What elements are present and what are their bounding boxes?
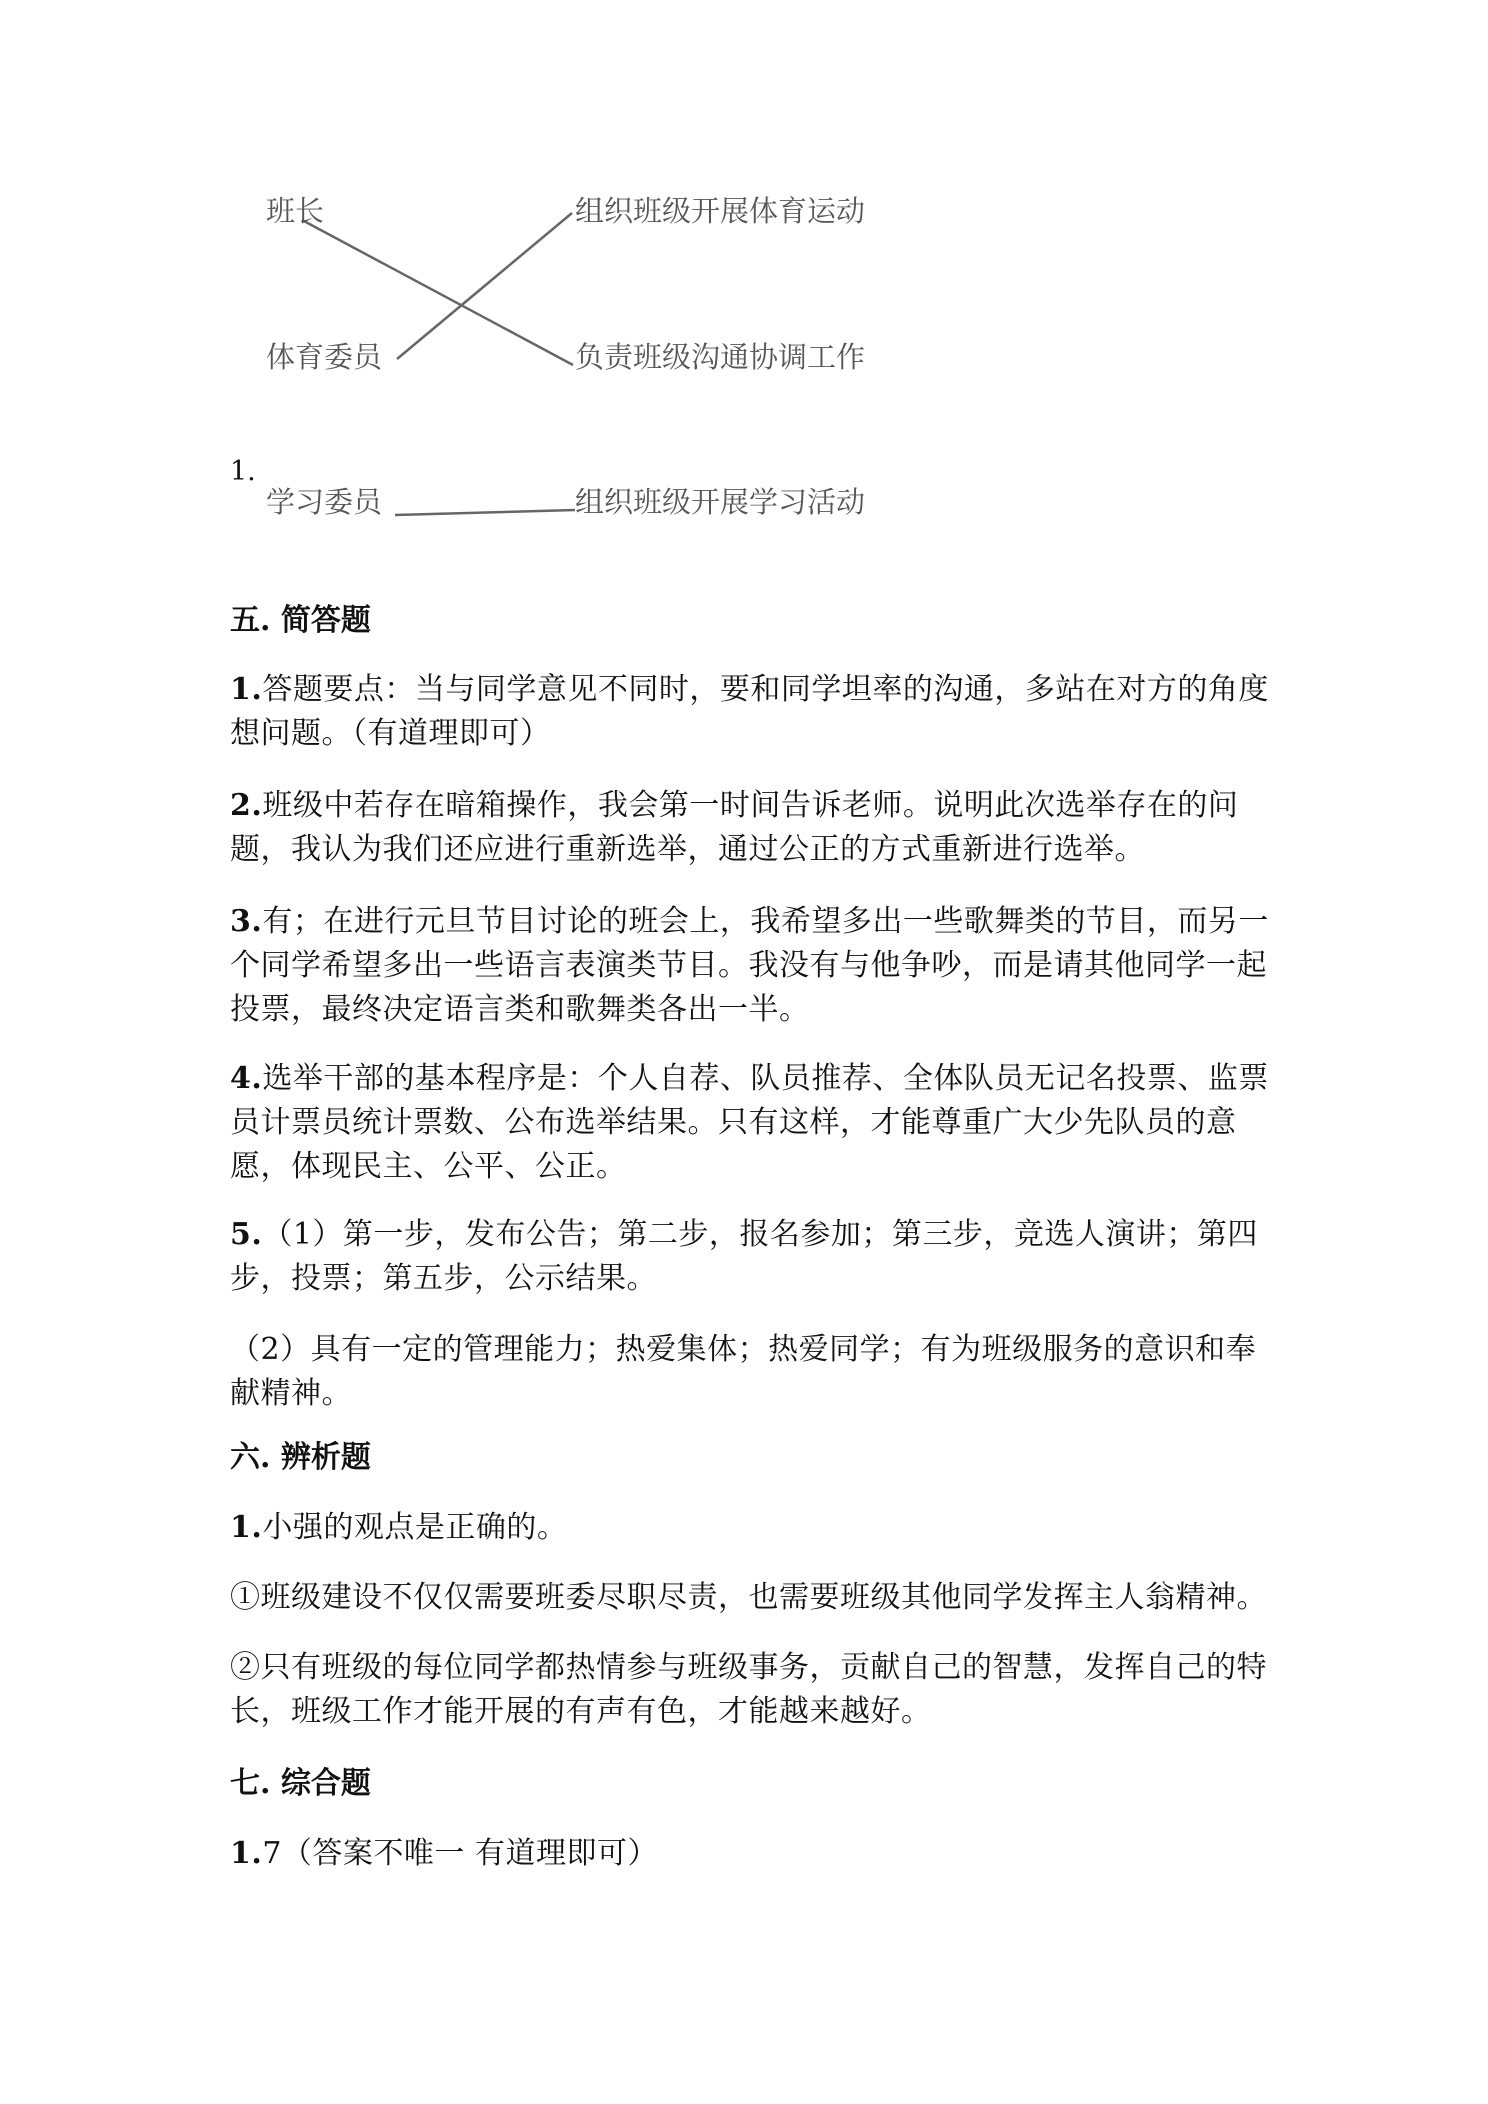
left-item-monitor: 班长 <box>266 194 325 228</box>
item-text: ①班级建设不仅仅需要班委尽职尽责，也需要班级其他同学发挥主人翁精神。 <box>230 1580 1267 1615</box>
right-item-coordination: 负责班级沟通协调工作 <box>575 340 866 374</box>
section6-point-1 <box>230 1576 1280 1620</box>
section5-item-5-part2 <box>230 1328 1280 1416</box>
figure-question-number: 1. <box>230 456 256 487</box>
item-number: 3. <box>230 904 263 939</box>
line-study-to-study-activity <box>395 510 575 515</box>
section6-heading: 六. 辨析题 <box>230 1440 371 1475</box>
item-text: 7（答案不唯一 有道理即可） <box>262 1836 658 1871</box>
item-text: 答题要点：当与同学意见不同时，要和同学坦率的沟通，多站在对方的角度想问题。（有道理即可） <box>230 672 1269 751</box>
item-text: 选举干部的基本程序是：个人自荐、队员推荐、全体队员无记名投票、监票员计票员统计票数、公布选举结果。只有这样，才能尊重广大少先队员的意愿，体现民主、公平、公正。 <box>230 1061 1269 1184</box>
item-text: 小强的观点是正确的。 <box>262 1510 568 1545</box>
left-item-sports: 体育委员 <box>266 340 383 374</box>
right-item-sports-activity: 组织班级开展体育运动 <box>575 194 866 228</box>
section5-item-4 <box>230 1057 1280 1189</box>
item-text: 班级中若存在暗箱操作，我会第一时间告诉老师。说明此次选举存在的问题，我认为我们还应进行重新选举，通过公正的方式重新进行选举。 <box>230 788 1239 867</box>
item-number: 2. <box>230 788 263 823</box>
section5-item-2 <box>230 784 1280 872</box>
right-item-study-activity: 组织班级开展学习活动 <box>575 485 866 519</box>
section5-heading: 五. 简答题 <box>230 603 371 638</box>
item-number: 1. <box>230 672 263 707</box>
item-text: （2）具有一定的管理能力；热爱集体；热爱同学；有为班级服务的意识和奉献精神。 <box>230 1332 1257 1411</box>
section7-heading: 七. 综合题 <box>230 1766 371 1801</box>
item-number: 1. <box>230 1836 263 1871</box>
section5-item-5 <box>230 1213 1280 1301</box>
item-number: 4. <box>230 1061 263 1096</box>
item-text: （1）第一步，发布公告；第二步，报名参加；第三步，竞选人演讲；第四步，投票；第五步，公示结果。 <box>230 1217 1258 1296</box>
section5-item-1 <box>230 668 1280 756</box>
section7-item-1 <box>230 1832 1280 1876</box>
item-text: ②只有班级的每位同学都热情参与班级事务，贡献自己的智慧，发挥自己的特长，班级工作才能开展的有声有色，才能越来越好。 <box>230 1650 1267 1729</box>
matching-diagram <box>250 165 890 535</box>
item-number: 1. <box>230 1510 263 1545</box>
section6-point-2 <box>230 1646 1280 1734</box>
section6-item-1 <box>230 1506 1280 1550</box>
item-text: 有；在进行元旦节目讨论的班会上，我希望多出一些歌舞类的节目，而另一个同学希望多出一些语言表演类节目。我没有与他争吵，而是请其他同学一起投票，最终决定语言类和歌舞类各出一半。 <box>230 904 1269 1027</box>
section5-item-3 <box>230 900 1280 1032</box>
left-item-study: 学习委员 <box>266 485 383 519</box>
item-number: 5. <box>230 1217 263 1252</box>
